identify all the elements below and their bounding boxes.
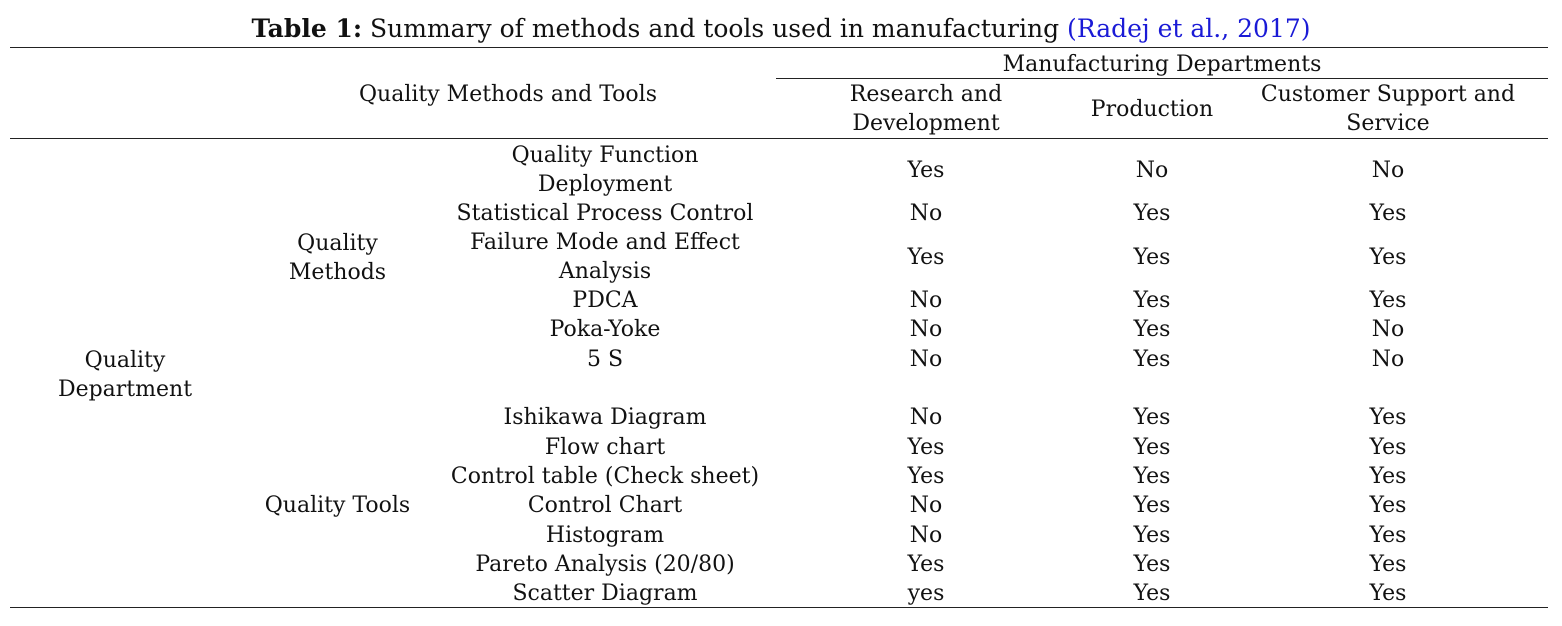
department-line2: Department (57, 377, 193, 402)
header-cs-line1: Customer Support and (1260, 82, 1516, 107)
value-research-development: Yes (907, 435, 945, 460)
methods-line1: Quality (297, 231, 378, 256)
value-research-development: Yes (907, 157, 945, 183)
header-rd-line2: Development (852, 111, 1000, 136)
value-research-development: No (909, 317, 943, 342)
value-customer-support: Yes (1369, 464, 1407, 489)
value-customer-support: Yes (1369, 523, 1407, 548)
method-name (435, 228, 775, 286)
header-cs-line2: Service (1346, 111, 1430, 136)
header-research-development (776, 80, 1076, 138)
value-research-development: No (909, 493, 943, 518)
header-methods-tools: Quality Methods and Tools (359, 82, 657, 107)
value-production: Yes (1133, 244, 1171, 270)
citation-link[interactable]: Radej et al., 2017 (1076, 14, 1301, 43)
table-caption (0, 12, 1562, 46)
value-research-development: Yes (907, 244, 945, 270)
value-production: Yes (1133, 405, 1171, 430)
value-customer-support: Yes (1369, 244, 1407, 270)
method-name: Statistical Process Control (456, 201, 754, 226)
value-customer-support: Yes (1369, 581, 1407, 606)
department-line1: Quality (84, 348, 166, 373)
method-name: 5 S (586, 347, 624, 372)
tool-name: Control Chart (527, 493, 683, 518)
citation-close: ) (1300, 14, 1311, 43)
row-group-quality-methods (240, 228, 435, 288)
tool-name: Control table (Check sheet) (450, 464, 760, 489)
value-production: Yes (1133, 464, 1171, 489)
value-research-development: yes (907, 581, 945, 606)
value-production: Yes (1133, 201, 1171, 226)
row-group-quality-department (20, 345, 230, 405)
value-research-development: No (909, 523, 943, 548)
value-production: No (1135, 157, 1169, 183)
tool-name: Scatter Diagram (512, 581, 698, 606)
value-research-development: No (909, 288, 943, 313)
table-label: Table 1: (251, 14, 363, 43)
header-customer-support (1228, 80, 1548, 138)
value-research-development: No (909, 347, 943, 372)
value-production: Yes (1133, 317, 1171, 342)
tool-name: Pareto Analysis (20/80) (475, 552, 735, 577)
header-rd-line1: Research and (849, 82, 1003, 107)
method-name (435, 141, 775, 199)
value-production: Yes (1133, 435, 1171, 460)
row-group-quality-tools: Quality Tools (264, 493, 411, 518)
value-customer-support: No (1371, 347, 1405, 372)
method-name: PDCA (572, 288, 638, 313)
value-customer-support: No (1371, 317, 1405, 342)
value-customer-support: Yes (1369, 201, 1407, 226)
value-production: Yes (1133, 493, 1171, 518)
methods-line2: Methods (288, 260, 387, 285)
value-customer-support: Yes (1369, 405, 1407, 430)
method-name: Poka-Yoke (549, 317, 661, 342)
value-production: Yes (1133, 288, 1171, 313)
header-rule (10, 138, 1548, 139)
value-production: Yes (1133, 552, 1171, 577)
header-production: Production (1090, 96, 1214, 122)
method-name-line2: Analysis (558, 259, 652, 284)
value-research-development: Yes (907, 464, 945, 489)
method-name-line1: Failure Mode and Effect (470, 230, 740, 255)
tool-name: Flow chart (544, 435, 666, 460)
value-production: Yes (1133, 523, 1171, 548)
method-name-line1: Quality Function (511, 143, 699, 168)
value-customer-support: Yes (1369, 435, 1407, 460)
value-customer-support: Yes (1369, 493, 1407, 518)
value-research-development: No (909, 201, 943, 226)
citation-open: ( (1067, 14, 1077, 43)
value-research-development: No (909, 405, 943, 430)
header-manufacturing-departments: Manufacturing Departments (1002, 52, 1322, 77)
method-name-line2: Deployment (537, 172, 673, 197)
value-customer-support: Yes (1369, 552, 1407, 577)
value-customer-support: No (1371, 157, 1405, 183)
value-production: Yes (1133, 347, 1171, 372)
caption-text: Summary of methods and tools used in manufacturing (362, 14, 1068, 43)
value-customer-support: Yes (1369, 288, 1407, 313)
tool-name: Histogram (545, 523, 665, 548)
top-rule (10, 47, 1548, 48)
value-research-development: Yes (907, 552, 945, 577)
value-production: Yes (1133, 581, 1171, 606)
tool-name: Ishikawa Diagram (503, 405, 707, 430)
